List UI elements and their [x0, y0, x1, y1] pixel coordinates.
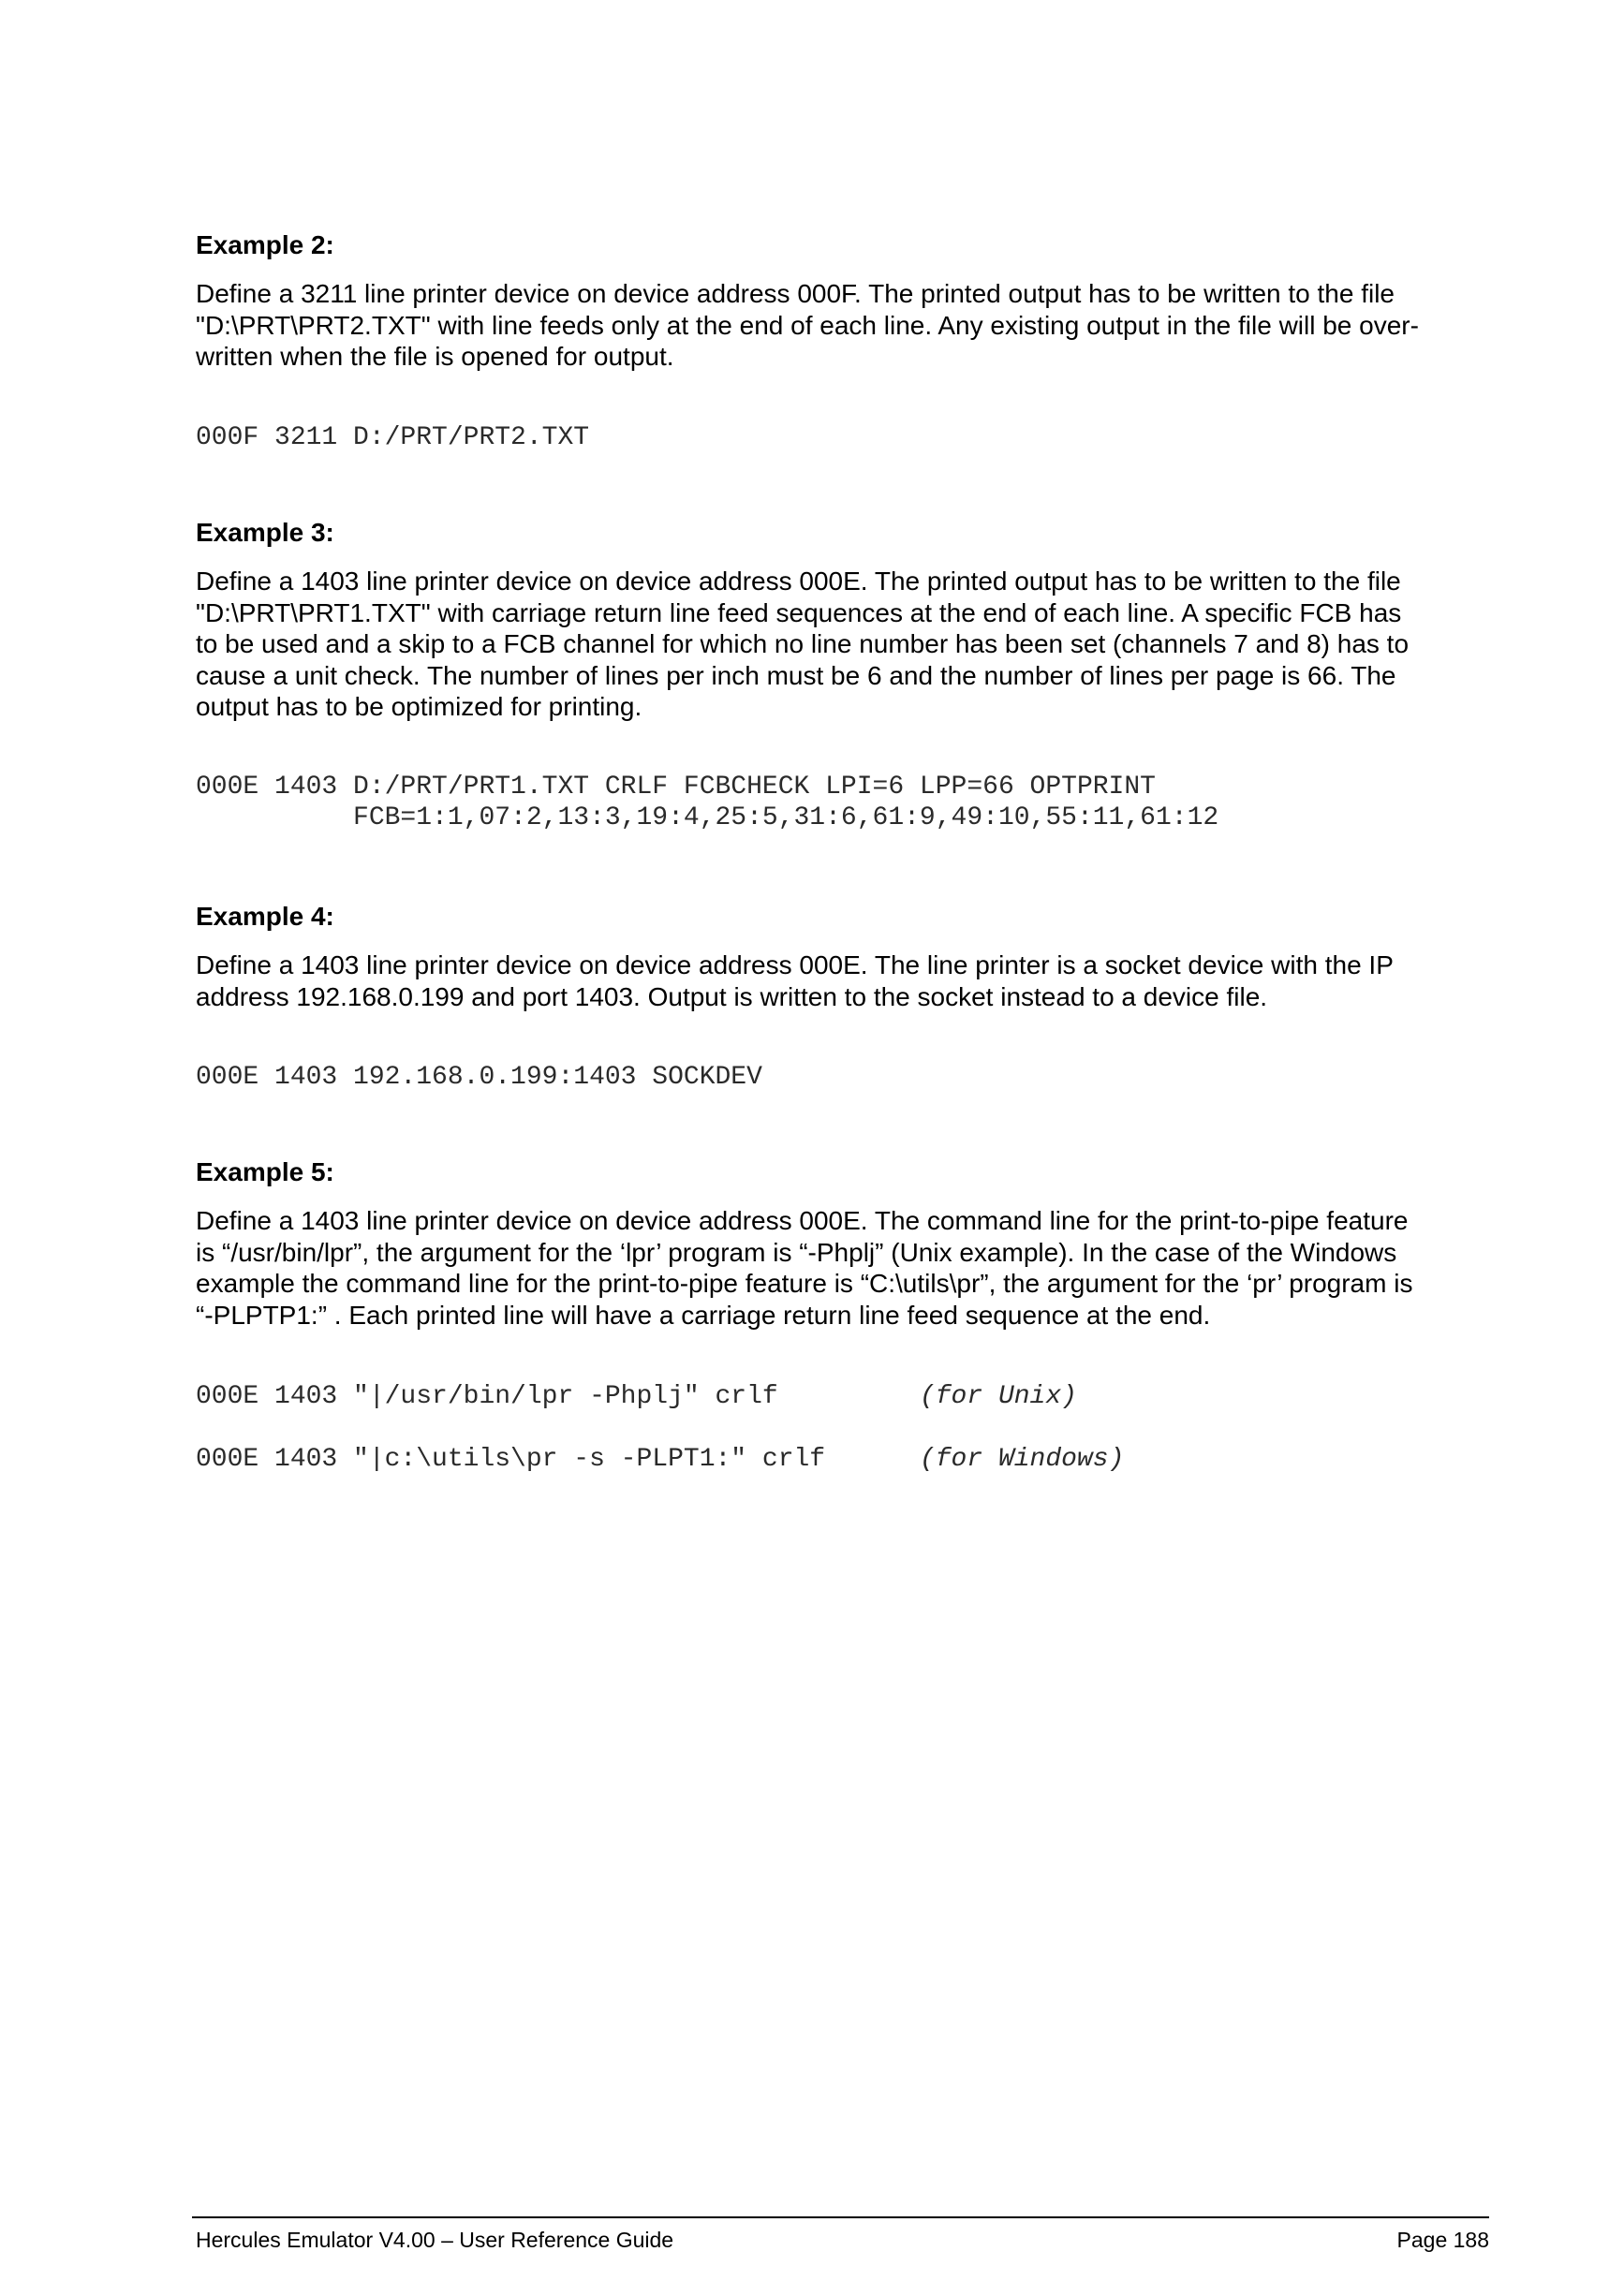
text-line: Define a 1403 line printer device on device address 000E. The printed output has to be written to the file: [196, 567, 1401, 596]
text-line: address 192.168.0.199 and port 1403. Output is written to the socket instead to a device file.: [196, 981, 1268, 1011]
code-line: 000E 1403 D:/PRT/PRT1.TXT CRLF FCBCHECK LPI=6 LPP=66 OPTPRINT: [196, 773, 1156, 802]
text-line: "D:\PRT\PRT1.TXT" with carriage return line feed sequences at the end of each line. A specific FCB has: [196, 597, 1402, 627]
code-comment: (for Unix): [919, 1382, 1077, 1411]
footer-document-title: Hercules Emulator V4.00 – User Reference Guide: [196, 2228, 674, 2252]
example-5-heading: Example 5:: [196, 1157, 334, 1186]
example-4-heading: Example 4:: [196, 902, 334, 931]
example-5-code-unix: [196, 1381, 1077, 1412]
footer-page-number: Page 188: [1396, 2228, 1489, 2252]
example-3-description: [196, 566, 1488, 723]
text-line: Define a 1403 line printer device on device address 000E. The command line for the print-to-pipe feature: [196, 1206, 1409, 1235]
text-line: to be used and a skip to a FCB channel for which no line number has been set (channels 7 and 8) has to: [196, 629, 1410, 658]
example-2-description: [196, 278, 1488, 373]
example-4-description: [196, 949, 1488, 1012]
code-comment: (for Windows): [919, 1445, 1125, 1474]
example-3-code: [196, 772, 1218, 833]
text-line: Define a 3211 line printer device on device address 000F. The printed output has to be written to the file: [196, 279, 1395, 308]
text-line: "D:\PRT\PRT2.TXT" with line feeds only at the end of each line. Any existing output in the file will be over-: [196, 310, 1419, 340]
code-line: 000E 1403 "|c:\utils\pr -s -PLPT1:" crlf: [196, 1445, 920, 1474]
text-line: “-PLPTP1:” . Each printed line will have a carriage return line feed sequence at the end.: [196, 1300, 1211, 1330]
text-line: is “/usr/bin/lpr”, the argument for the ‘lpr’ program is “-Phplj” (Unix example). In the case of the Windows: [196, 1237, 1397, 1267]
example-2-code: [196, 422, 589, 453]
example-5-description: [196, 1205, 1488, 1331]
code-line: 000E 1403 192.168.0.199:1403 SOCKDEV: [196, 1063, 762, 1092]
example-4-code: [196, 1062, 762, 1093]
example-3-heading: Example 3:: [196, 518, 334, 547]
text-line: output has to be optimized for printing.: [196, 692, 642, 721]
example-5-code-windows: [196, 1444, 1124, 1475]
text-line: written when the file is opened for output.: [196, 342, 674, 371]
footer-divider: [192, 2216, 1489, 2218]
text-line: Define a 1403 line printer device on device address 000E. The line printer is a socket device with the IP: [196, 950, 1394, 979]
code-line: 000F 3211 D:/PRT/PRT2.TXT: [196, 423, 590, 452]
code-line: FCB=1:1,07:2,13:3,19:4,25:5,31:6,61:9,49:10,55:11,61:12: [196, 803, 1219, 832]
text-line: example the command line for the print-to-pipe feature is “C:\utils\pr”, the argument for the ‘pr’ program is: [196, 1269, 1413, 1298]
code-line: 000E 1403 "|/usr/bin/lpr -Phplj" crlf: [196, 1382, 920, 1411]
example-2-heading: Example 2:: [196, 230, 334, 259]
text-line: cause a unit check. The number of lines per inch must be 6 and the number of lines per page is 66. The: [196, 660, 1396, 690]
